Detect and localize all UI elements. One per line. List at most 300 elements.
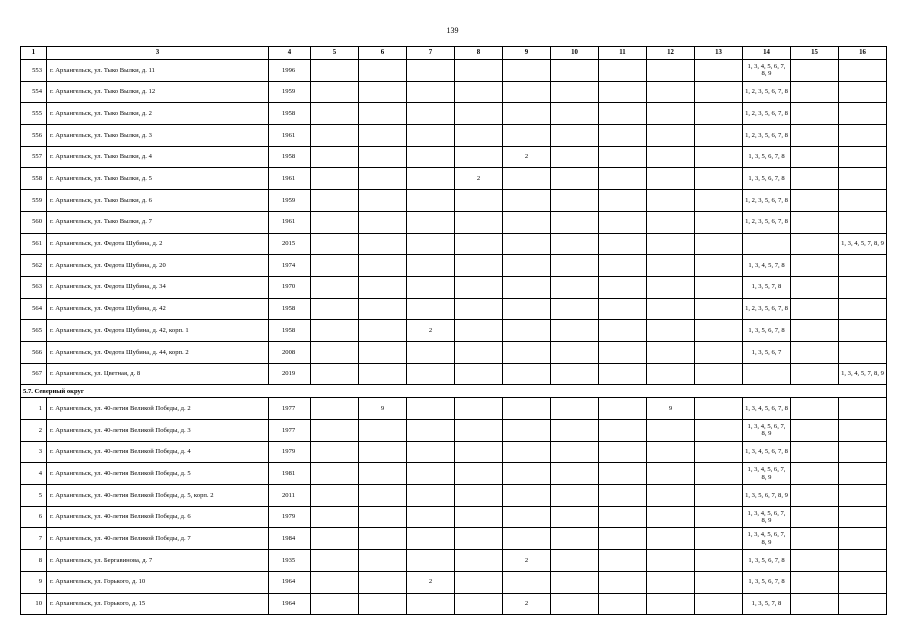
table-cell: 1, 3, 4, 5, 7, 8, 9 (839, 233, 887, 255)
table-cell (311, 233, 359, 255)
row-number: 563 (21, 276, 47, 298)
table-cell (359, 190, 407, 212)
table-cell (599, 125, 647, 147)
table-cell (791, 593, 839, 615)
table-cell (455, 298, 503, 320)
table-cell (407, 593, 455, 615)
table-cell (407, 528, 455, 550)
table-cell: 1, 3, 5, 6, 7, 8 (743, 168, 791, 190)
table-cell (407, 211, 455, 233)
table-cell (551, 233, 599, 255)
column-header: 11 (599, 47, 647, 60)
table-cell (695, 593, 743, 615)
table-cell (407, 168, 455, 190)
row-number: 8 (21, 550, 47, 572)
table-cell (839, 420, 887, 442)
table-cell (695, 420, 743, 442)
year-cell: 1979 (269, 441, 311, 463)
table-row (21, 463, 887, 485)
table-cell (791, 103, 839, 125)
table-cell (599, 276, 647, 298)
address-cell: г. Архангельск, ул. 40-летия Великой Победы, д. 5, корп. 2 (47, 485, 269, 507)
table-cell (407, 550, 455, 572)
table-cell: 1, 2, 3, 5, 6, 7, 8 (743, 81, 791, 103)
table-row (21, 398, 887, 420)
table-cell (359, 420, 407, 442)
address-cell: г. Архангельск, ул. Тыко Вылки, д. 5 (47, 168, 269, 190)
year-cell: 1984 (269, 528, 311, 550)
year-cell: 1977 (269, 398, 311, 420)
table-cell (839, 146, 887, 168)
table-cell (647, 320, 695, 342)
table-cell (599, 81, 647, 103)
table-cell (647, 363, 695, 385)
table-row (21, 255, 887, 277)
table-cell (599, 463, 647, 485)
table-row (21, 190, 887, 212)
table-cell (551, 506, 599, 528)
table-cell (695, 146, 743, 168)
table-cell (503, 81, 551, 103)
table-cell (551, 146, 599, 168)
table-cell (455, 60, 503, 82)
table-cell: 1, 3, 4, 5, 6, 7, 8 (743, 441, 791, 463)
table-cell (311, 168, 359, 190)
table-row (21, 506, 887, 528)
table-cell (839, 211, 887, 233)
table-cell (791, 211, 839, 233)
table-cell (359, 60, 407, 82)
table-cell (695, 298, 743, 320)
table-row (21, 103, 887, 125)
year-cell: 1970 (269, 276, 311, 298)
table-cell (311, 125, 359, 147)
table-cell (455, 506, 503, 528)
address-cell: г. Архангельск, ул. Тыко Вылки, д. 2 (47, 103, 269, 125)
table-cell (791, 276, 839, 298)
column-header: 3 (47, 47, 269, 60)
table-cell (839, 60, 887, 82)
year-cell: 2019 (269, 363, 311, 385)
table-cell (599, 255, 647, 277)
table-cell (599, 420, 647, 442)
table-cell: 1, 3, 4, 5, 6, 7, 8, 9 (743, 463, 791, 485)
table-cell: 1, 3, 5, 7, 8 (743, 276, 791, 298)
header-row (21, 47, 887, 60)
table-row (21, 125, 887, 147)
table-cell (599, 550, 647, 572)
table-cell (695, 550, 743, 572)
row-number: 2 (21, 420, 47, 442)
table-cell (551, 420, 599, 442)
table-cell (455, 81, 503, 103)
table-cell: 1, 3, 4, 5, 6, 7, 8 (743, 398, 791, 420)
row-number: 3 (21, 441, 47, 463)
table-cell (551, 441, 599, 463)
table-cell (599, 571, 647, 593)
table-cell (407, 420, 455, 442)
table-cell: 1, 3, 4, 5, 6, 7, 8, 9 (743, 528, 791, 550)
table-cell (503, 463, 551, 485)
table-cell (599, 190, 647, 212)
table-cell (599, 341, 647, 363)
table-cell (407, 255, 455, 277)
table-cell: 2 (503, 146, 551, 168)
address-cell: г. Архангельск, ул. 40-летия Великой Победы, д. 4 (47, 441, 269, 463)
row-number: 7 (21, 528, 47, 550)
table-cell (359, 571, 407, 593)
table-cell (503, 298, 551, 320)
table-cell (647, 506, 695, 528)
table-cell (599, 211, 647, 233)
table-cell (647, 420, 695, 442)
table-row (21, 528, 887, 550)
table-cell (599, 441, 647, 463)
table-cell (647, 463, 695, 485)
table-cell (503, 363, 551, 385)
table-cell (551, 190, 599, 212)
table-cell (647, 103, 695, 125)
table-cell (359, 81, 407, 103)
table-cell (455, 125, 503, 147)
table-cell: 1, 3, 5, 6, 7 (743, 341, 791, 363)
table-cell (791, 363, 839, 385)
table-cell (791, 463, 839, 485)
table-cell (839, 341, 887, 363)
table-cell (647, 255, 695, 277)
table-cell (455, 211, 503, 233)
table-cell (359, 341, 407, 363)
column-header: 9 (503, 47, 551, 60)
table-cell (359, 298, 407, 320)
table-cell (359, 125, 407, 147)
address-cell: г. Архангельск, ул. 40-летия Великой Победы, д. 7 (47, 528, 269, 550)
table-cell (407, 341, 455, 363)
row-number: 565 (21, 320, 47, 342)
table-cell (311, 506, 359, 528)
table-cell (311, 593, 359, 615)
table-cell (311, 363, 359, 385)
table-cell (311, 550, 359, 572)
table-cell (407, 60, 455, 82)
table-cell (311, 441, 359, 463)
address-cell: г. Архангельск, ул. 40-летия Великой Победы, д. 3 (47, 420, 269, 442)
table-cell (695, 398, 743, 420)
table-row (21, 320, 887, 342)
table-cell (695, 168, 743, 190)
table-cell (551, 363, 599, 385)
address-cell: г. Архангельск, ул. Федота Шубина, д. 34 (47, 276, 269, 298)
row-number: 560 (21, 211, 47, 233)
table-cell (503, 398, 551, 420)
table-cell (839, 168, 887, 190)
table-cell (791, 255, 839, 277)
table-cell (503, 211, 551, 233)
year-cell: 1958 (269, 103, 311, 125)
table-cell (551, 81, 599, 103)
table-cell (647, 168, 695, 190)
row-number: 556 (21, 125, 47, 147)
table-cell (311, 463, 359, 485)
table-cell (599, 485, 647, 507)
table-cell (647, 550, 695, 572)
year-cell: 1959 (269, 190, 311, 212)
year-cell: 2008 (269, 341, 311, 363)
table-cell: 1, 3, 4, 5, 6, 7, 8, 9 (743, 420, 791, 442)
table-cell (791, 298, 839, 320)
table-cell (455, 146, 503, 168)
table-cell (311, 60, 359, 82)
table-cell: 1, 3, 5, 6, 7, 8, 9 (743, 485, 791, 507)
table-cell (695, 211, 743, 233)
table-cell: 1, 2, 3, 5, 6, 7, 8 (743, 190, 791, 212)
table-cell (407, 506, 455, 528)
year-cell: 1958 (269, 320, 311, 342)
table-cell (311, 571, 359, 593)
table-cell: 1, 2, 3, 5, 6, 7, 8 (743, 211, 791, 233)
address-cell: г. Архангельск, ул. Федота Шубина, д. 42, корп. 1 (47, 320, 269, 342)
address-cell: г. Архангельск, ул. Горького, д. 10 (47, 571, 269, 593)
table-cell (311, 420, 359, 442)
table-cell (359, 146, 407, 168)
section-row (21, 385, 887, 398)
table-cell: 9 (359, 398, 407, 420)
table-cell: 1, 2, 3, 5, 6, 7, 8 (743, 125, 791, 147)
table-cell (695, 103, 743, 125)
table-cell: 1, 3, 5, 6, 7, 8 (743, 571, 791, 593)
table-cell (551, 341, 599, 363)
table-cell (551, 550, 599, 572)
table-cell (359, 211, 407, 233)
table-cell (551, 528, 599, 550)
address-cell: г. Архангельск, ул. Федота Шубина, д. 20 (47, 255, 269, 277)
table-cell (551, 320, 599, 342)
row-number: 567 (21, 363, 47, 385)
table-cell (599, 146, 647, 168)
table-cell: 1, 2, 3, 5, 6, 7, 8 (743, 298, 791, 320)
table-row (21, 211, 887, 233)
table-cell (791, 528, 839, 550)
row-number: 555 (21, 103, 47, 125)
year-cell: 1964 (269, 571, 311, 593)
table-cell (599, 233, 647, 255)
column-header: 7 (407, 47, 455, 60)
table-cell (695, 528, 743, 550)
column-header: 15 (791, 47, 839, 60)
table-cell: 1, 3, 4, 5, 6, 7, 8, 9 (743, 60, 791, 82)
table-cell: 2 (407, 320, 455, 342)
table-cell (407, 190, 455, 212)
table-cell (839, 81, 887, 103)
table-cell (647, 233, 695, 255)
table-cell (839, 255, 887, 277)
row-number: 564 (21, 298, 47, 320)
table-cell (503, 168, 551, 190)
column-header: 6 (359, 47, 407, 60)
table-cell (839, 593, 887, 615)
table-row (21, 341, 887, 363)
table-cell (407, 125, 455, 147)
table-cell (695, 463, 743, 485)
table-cell (311, 146, 359, 168)
table-cell (647, 485, 695, 507)
table-cell (791, 341, 839, 363)
row-number: 557 (21, 146, 47, 168)
row-number: 9 (21, 571, 47, 593)
table-cell (407, 398, 455, 420)
table-cell (695, 81, 743, 103)
table-row (21, 81, 887, 103)
table-cell: 2 (455, 168, 503, 190)
table-cell (839, 298, 887, 320)
column-header: 16 (839, 47, 887, 60)
year-cell: 1979 (269, 506, 311, 528)
table-cell (359, 276, 407, 298)
year-cell: 1961 (269, 211, 311, 233)
table-cell (599, 168, 647, 190)
table-cell (791, 441, 839, 463)
table-cell (695, 233, 743, 255)
table-cell (311, 255, 359, 277)
address-cell: г. Архангельск, ул. Тыко Вылки, д. 7 (47, 211, 269, 233)
table-cell (503, 571, 551, 593)
table-cell (551, 298, 599, 320)
table-cell (455, 571, 503, 593)
table-cell (455, 485, 503, 507)
table-cell (503, 528, 551, 550)
table-cell (647, 125, 695, 147)
year-cell: 1977 (269, 420, 311, 442)
address-cell: г. Архангельск, ул. Тыко Вылки, д. 11 (47, 60, 269, 82)
table-cell: 1, 3, 5, 6, 7, 8 (743, 550, 791, 572)
year-cell: 1964 (269, 593, 311, 615)
table-cell (359, 441, 407, 463)
table-cell (551, 463, 599, 485)
column-header: 12 (647, 47, 695, 60)
table-cell (455, 255, 503, 277)
table-cell (455, 341, 503, 363)
table-row (21, 168, 887, 190)
table-row (21, 550, 887, 572)
table-cell (503, 320, 551, 342)
table-cell (359, 320, 407, 342)
table-row (21, 441, 887, 463)
table-cell (455, 463, 503, 485)
table-cell (311, 81, 359, 103)
table-cell (455, 233, 503, 255)
table-cell (311, 341, 359, 363)
table-cell (839, 276, 887, 298)
table-cell (791, 125, 839, 147)
table-cell (791, 506, 839, 528)
section-title: 5.7. Северный округ (21, 385, 887, 398)
table-cell (647, 528, 695, 550)
table-cell (791, 320, 839, 342)
table-cell: 2 (407, 571, 455, 593)
table-cell (839, 103, 887, 125)
address-cell: г. Архангельск, ул. Горького, д. 15 (47, 593, 269, 615)
column-header: 5 (311, 47, 359, 60)
table-cell: 1, 3, 5, 7, 8 (743, 593, 791, 615)
table-cell (503, 341, 551, 363)
year-cell: 1958 (269, 146, 311, 168)
table-cell (791, 60, 839, 82)
table-cell (647, 211, 695, 233)
table-cell (311, 528, 359, 550)
table-cell (407, 81, 455, 103)
row-number: 4 (21, 463, 47, 485)
table-cell (839, 125, 887, 147)
table-cell (455, 441, 503, 463)
year-cell: 1981 (269, 463, 311, 485)
year-cell: 1958 (269, 298, 311, 320)
address-cell: г. Архангельск, ул. Федота Шубина, д. 44, корп. 2 (47, 341, 269, 363)
year-cell: 2015 (269, 233, 311, 255)
table-cell (599, 320, 647, 342)
table-cell (359, 168, 407, 190)
table-cell (599, 593, 647, 615)
address-cell: г. Архангельск, ул. Цветная, д. 8 (47, 363, 269, 385)
table-cell (839, 506, 887, 528)
table-cell (455, 420, 503, 442)
table-cell (695, 255, 743, 277)
table-cell (359, 233, 407, 255)
table-cell (503, 125, 551, 147)
table-cell (791, 571, 839, 593)
address-cell: г. Архангельск, ул. Федота Шубина, д. 42 (47, 298, 269, 320)
table-cell (359, 463, 407, 485)
table-cell (695, 341, 743, 363)
table-cell (695, 320, 743, 342)
table-cell (359, 593, 407, 615)
table-cell (839, 550, 887, 572)
table-cell (599, 363, 647, 385)
table-cell (839, 463, 887, 485)
row-number: 6 (21, 506, 47, 528)
year-cell: 1961 (269, 168, 311, 190)
table-cell (407, 276, 455, 298)
table-cell (695, 125, 743, 147)
table-cell (743, 363, 791, 385)
address-cell: г. Архангельск, ул. 40-летия Великой Победы, д. 5 (47, 463, 269, 485)
table-cell (455, 398, 503, 420)
table-row (21, 593, 887, 615)
table-cell (407, 363, 455, 385)
column-header: 1 (21, 47, 47, 60)
table-cell (551, 60, 599, 82)
table-cell (599, 398, 647, 420)
table-cell (311, 485, 359, 507)
table-cell (695, 571, 743, 593)
table-cell (311, 190, 359, 212)
table-cell (407, 463, 455, 485)
table-cell (599, 103, 647, 125)
column-header: 13 (695, 47, 743, 60)
table-cell (359, 103, 407, 125)
table-cell (503, 420, 551, 442)
table-cell (359, 363, 407, 385)
table-cell (407, 441, 455, 463)
year-cell: 1959 (269, 81, 311, 103)
address-cell: г. Архангельск, ул. Тыко Вылки, д. 3 (47, 125, 269, 147)
row-number: 559 (21, 190, 47, 212)
table-cell (695, 506, 743, 528)
address-cell: г. Архангельск, ул. Федота Шубина, д. 2 (47, 233, 269, 255)
table-cell (791, 550, 839, 572)
table-cell (695, 190, 743, 212)
row-number: 554 (21, 81, 47, 103)
year-cell: 2011 (269, 485, 311, 507)
